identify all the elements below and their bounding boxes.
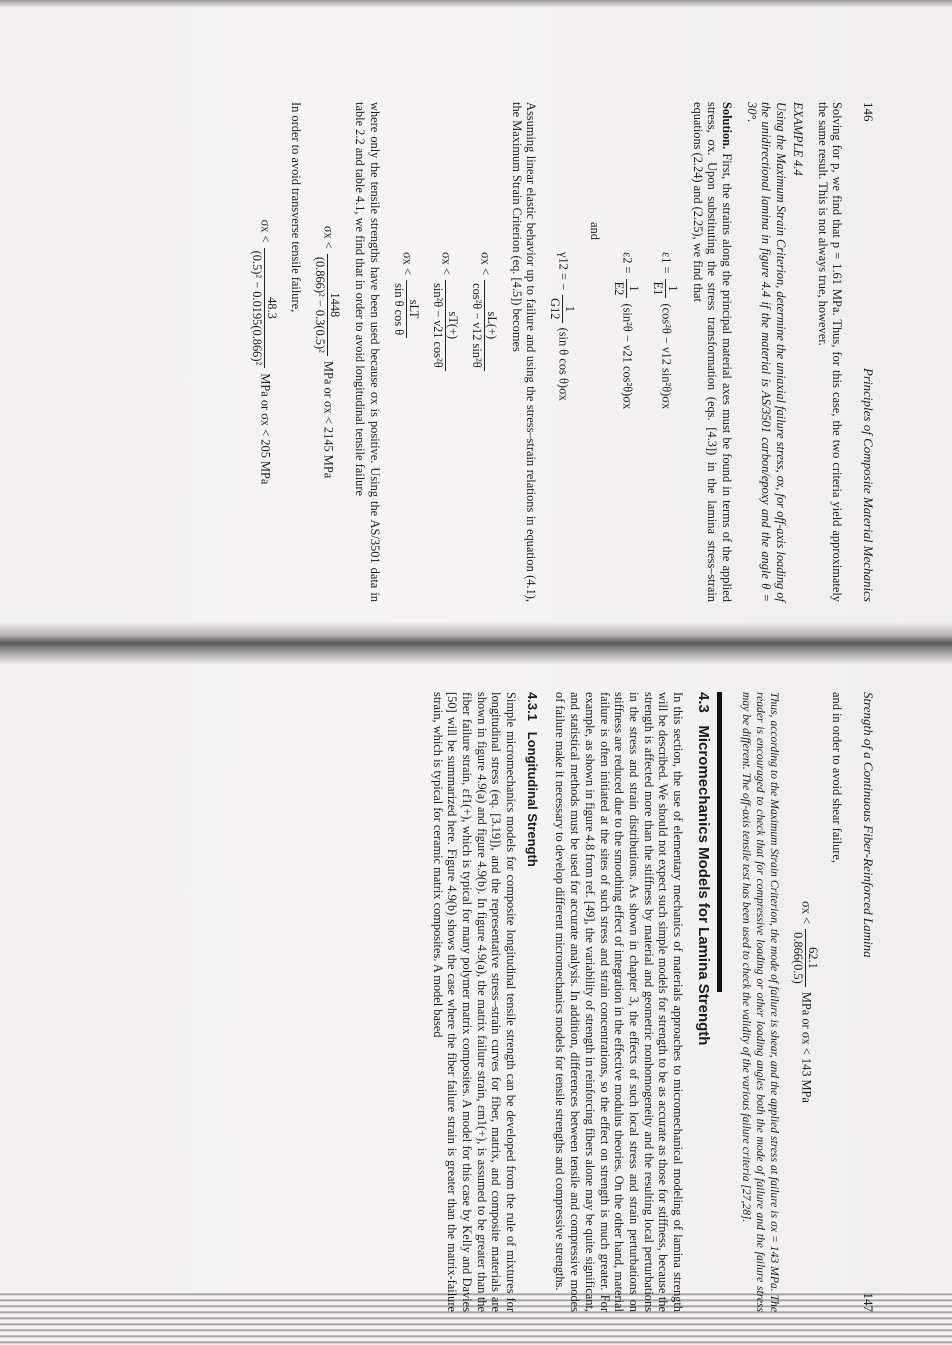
r3-den: 0.866(0.5) [790, 932, 805, 984]
r2-num: 48.3 [264, 248, 279, 369]
solution-paragraph [690, 102, 734, 602]
eq2-fraction [612, 279, 641, 299]
eq1-rhs: (cos²θ − ν12 sin²θ)σx [659, 303, 674, 410]
assume-paragraph: Assuming linear elastic behavior up to failure and using the stress–strain relations in equation (4.1), the Maximum Strain Criterion (eq. [4.5]) becomes [509, 102, 539, 602]
c3-fraction [392, 280, 421, 338]
subsection-number: 4.3.1 [524, 692, 540, 721]
example-body: Using the Maximum Strain Criterion, determine the uniaxial failure stress, σx, for off-axis loading of the unidirectional lamina in figure 4.4 if the material is AS/3501 carbon/epoxy and the angle θ = 30°. [744, 102, 789, 602]
page-number: 147 [861, 1292, 876, 1312]
r2-fraction [250, 248, 279, 369]
r3-rhs: MPa or σx < 143 MPa [799, 991, 814, 1103]
r2-lhs: σx < [258, 219, 273, 243]
page-number: 146 [861, 102, 876, 122]
where-paragraph: where only the tensile strengths have been used because σx is positive. Using the AS/3501 data in table 2.2 and table 4.1, we find that in order to avoid longitudinal tensile failure [353, 102, 382, 602]
eq2-rhs: (sin²θ − ν21 cos²θ)σx [620, 303, 635, 410]
running-head: Principles of Composite Material Mechanics [861, 368, 876, 602]
eq3-lhs: γ12 = − [556, 252, 571, 291]
section-rule [714, 692, 722, 1312]
result-longitudinal [313, 102, 342, 602]
shear-paragraph: and in order to avoid shear failure, [830, 692, 845, 863]
eq3-rhs: (sin θ cos θ)σx [556, 327, 571, 401]
running-head: Strength of a Continuous Fiber-Reinforced Lamina [861, 692, 876, 958]
eq1-num: 1 [665, 279, 680, 299]
r3-fraction [791, 929, 820, 987]
c3-lhs: σx < [400, 252, 415, 275]
page-147 [120, 692, 875, 1312]
solution-label: Solution. [720, 102, 735, 150]
equation-strain-1 [651, 102, 680, 602]
c2-num: sT(+) [445, 280, 460, 371]
page-header [860, 692, 875, 1312]
r2-rhs: MPa or σx < 205 MPa [258, 373, 273, 485]
subsection-paragraph: Simple micromechanics models for composite longitudinal tensile strength can be developed from the rule of mixtures for longitudinal stress (eq. [3.19]), and the representative stress–strain curves for fiber, matrix, and composite materials are shown in figure 4.9(a) and figure 4.9(b). In figure 4.9(a), the matrix failure strain, εm1(+), is assumed to be greater than the fiber failure strain, εf1(+), which is typical for many polymer matrix composites. A model for this case by Kelly and Davies [50] will be summarized here. Figure 4.9(b) shows the case where the fiber failure strain is greater than the matrix-failure strain, which is typical for ceramic matrix composites. A model based [430, 692, 519, 1312]
r2-den: (0.5)² − 0.0195(0.866)² [249, 250, 264, 366]
r3-num: 62.1 [805, 929, 820, 987]
section-number: 4.3 [694, 692, 712, 713]
subsection-heading [524, 692, 539, 1312]
eq2-num: 1 [626, 279, 641, 299]
c1-num: sL(+) [484, 280, 499, 371]
section-paragraph: In this section, the use of elementary mechanics of materials approaches to micromechanical modeling of lamina strength will be described. We should not expect such simple models for strength to be as accurate as those for stiffness, because the strength is affected more than the stiffness by material and geometric nonhomogeneity and the resulting local perturbations in the stress and strain distributions. As shown in chapter 3, the effects of such local stress and strain perturbations on stiffness are reduced due to the smoothing effect of integration in the effective modulus theories. On the other hand, material failure is often initiated at the sites of such stress and strain concentrations, so the effect on strength is much greater. For example, as shown in figure 4.8 from ref. [49], the variability of strength in reinforcing fibers alone may be quite significant, and statistical methods must be used for accurate analysis. In addition, differences between tensile and compressive modes of failure make it necessary to develop different micromechanics models for tensile strengths and compressive strengths. [553, 692, 686, 1312]
r1-num: 1448 [327, 254, 342, 356]
section-title: Micromechanics Models for Lamina Strength [694, 725, 712, 1046]
c2-fraction [431, 280, 460, 371]
c3-num: sLT [406, 280, 421, 338]
c1-fraction [470, 280, 499, 371]
eq1-lhs: ε1 = [659, 252, 674, 274]
r1-den: (0.866)² − 0.3(0.5)² [313, 256, 328, 353]
page-146 [120, 102, 875, 602]
eq1-fraction [651, 279, 680, 299]
page-header [860, 102, 875, 602]
r1-lhs: σx < [322, 225, 337, 249]
example-title: EXAMPLE 4.4 [790, 102, 805, 176]
subsection-title: Longitudinal Strength [524, 731, 540, 867]
result-transverse [250, 102, 279, 602]
c2-den: sin²θ − ν21 cos²θ [430, 283, 445, 368]
eq2-den: E2 [611, 281, 626, 296]
c3-den: sin θ cos θ [391, 283, 406, 336]
criterion-transverse [431, 102, 460, 602]
criterion-longitudinal [470, 102, 499, 602]
equation-strain-2 [612, 102, 641, 602]
page-edge-top [0, 0, 952, 8]
eq1-den: E1 [650, 281, 665, 296]
and-word: and [587, 222, 602, 240]
eq3-den: G12 [548, 298, 563, 320]
result-shear [791, 692, 820, 1312]
eq2-lhs: ε2 = [620, 252, 635, 274]
c1-den: cos²θ − ν12 sin²θ [469, 283, 484, 368]
c1-lhs: σx < [478, 252, 493, 275]
transverse-paragraph: In order to avoid transverse tensile failure, [289, 102, 304, 313]
section-heading [695, 692, 710, 1312]
example-conclusion: Thus, according to the Maximum Strain Criterion, the mode of failure is shear, and the applied stress at failure is σx = 143 MPa. The reader is encouraged to check that for compressive loading or other loading angles both the mode of failure and the failure stress may be different. The off-axis tensile test has been used to check the validity of the various failure criteria [27,28]. [740, 692, 781, 1312]
equation-shear-strain [548, 102, 577, 602]
eq3-num: 1 [562, 295, 577, 322]
eq3-fraction [548, 295, 577, 322]
r3-lhs: σx < [799, 901, 814, 925]
solution-text: First, the strains along the principal material axes must be found in terms of the applied stress, σx. Upon substituting the stress transformation (eqs. [4.3]) in the lamina stress–strain equations (2.24) and (2.25), we find that [690, 102, 735, 602]
r1-rhs: MPa or σx < 2145 MPa [322, 360, 337, 479]
r1-fraction [313, 254, 342, 356]
book-gutter [0, 622, 952, 664]
c2-lhs: σx < [439, 252, 454, 275]
intro-paragraph: Solving for p, we find that p = 1.61 MPa. Thus, for this case, the two criteria yield approximately the same result. This is not always true, however. [815, 102, 845, 602]
criterion-shear [392, 102, 421, 602]
